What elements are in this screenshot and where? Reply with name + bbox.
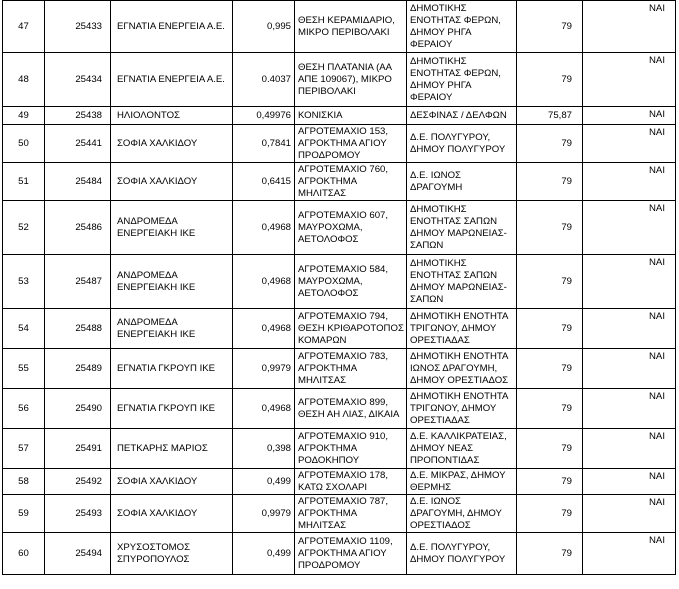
- code-cell: 25490: [45, 389, 111, 429]
- area-cell: [407, 255, 517, 309]
- area-cell-line: ΔΗΜΟΥ ΝΕΑΣ: [410, 442, 474, 454]
- location-cell-line: ΑΓΡΟΤΕΜΑΧΙΟ 899,: [298, 396, 389, 408]
- table-row: [3, 125, 676, 163]
- power-cell: 0,9979: [233, 349, 295, 389]
- table-row: [3, 309, 676, 349]
- location-cell-line: ΑΓΡΟΚΤΗΜΑ: [298, 442, 358, 454]
- code-cell: 25491: [45, 429, 111, 469]
- answer-cell: ΝΑΙ: [583, 125, 676, 163]
- location-cell: [295, 349, 407, 389]
- owner-name-cell-line: ΣΟΦΙΑ ΧΑΛΚΙΔΟΥ: [117, 507, 198, 519]
- table-row: [3, 495, 676, 533]
- area-cell-line: ΔΗΜΟΥ ΜΑΡΩΝΕΙΑΣ-: [410, 281, 507, 293]
- power-cell: 0,4968: [233, 309, 295, 349]
- document-page: [2, 0, 676, 575]
- location-cell-line: ΑΕΤΟΛΟΦΟΣ: [298, 287, 359, 299]
- licenses-table: [2, 0, 676, 575]
- location-cell-line: ΜΙΚΡΟ ΠΕΡΙΒΟΛΑΚΙ: [298, 26, 390, 38]
- code-cell: 25433: [45, 1, 111, 53]
- value-cell: 79: [517, 201, 583, 255]
- area-cell-line: ΔΕΣΦΙΝΑΣ / ΔΕΛΦΩΝ: [410, 109, 507, 121]
- location-cell-line: ΜΗΛΙΤΣΑΣ: [298, 374, 347, 386]
- location-cell-line: ΑΓΡΟΤΕΜΑΧΙΟ 910,: [298, 430, 389, 442]
- location-cell-line: ΑΓΡΟΚΤΗΜΑ: [298, 507, 358, 519]
- location-cell-line: ΘΕΣΗ ΚΕΡΑΜΙΔΑΡΙΟ,: [298, 14, 395, 26]
- answer-cell: ΝΑΙ: [583, 1, 676, 53]
- table-row: [3, 533, 676, 575]
- answer-cell: ΝΑΙ: [583, 163, 676, 201]
- area-cell: [407, 533, 517, 575]
- area-cell-line: ΕΝΟΤΗΤΑΣ ΣΑΠΩΝ: [410, 269, 498, 281]
- area-cell-line: ΣΑΠΩΝ: [410, 293, 444, 305]
- owner-name-cell-line: ΧΡΥΣΟΣΤΟΜΟΣ: [117, 541, 191, 553]
- location-cell: [295, 163, 407, 201]
- location-cell: [295, 495, 407, 533]
- location-cell-line: ΑΓΡΟΤΕΜΑΧΙΟ 760,: [298, 163, 389, 175]
- owner-name-cell: [111, 469, 233, 495]
- answer-cell: ΝΑΙ: [583, 255, 676, 309]
- row-number-cell: 48: [3, 53, 45, 107]
- owner-name-cell: [111, 495, 233, 533]
- value-cell: 79: [517, 469, 583, 495]
- location-cell-line: ΑΓΡΟΤΕΜΑΧΙΟ 584,: [298, 263, 389, 275]
- area-cell-line: ΔΗΜΟΥ ΟΡΕΣΤΙΑΔΟΣ: [410, 374, 509, 386]
- power-cell: 0,499: [233, 533, 295, 575]
- power-cell: 0,9979: [233, 495, 295, 533]
- row-number-cell: 56: [3, 389, 45, 429]
- owner-name-cell-line: ΕΓΝΑΤΙΑ ΕΝΕΡΓΕΙΑ Α.Ε.: [117, 73, 225, 85]
- area-cell-line: ΔΗΜΟΥ ΠΟΛΥΓΥΡΟΥ: [410, 553, 506, 565]
- area-cell-line: ΔΗΜΟΤΙΚΗΣ: [410, 257, 467, 269]
- location-cell-line: ΜΑΥΡΟΧΩΜΑ,: [298, 275, 363, 287]
- area-cell-line: ΔΗΜΟΤΙΚΗ ΕΝΟΤΗΤΑ: [410, 390, 509, 402]
- area-cell-line: ΟΡΕΣΤΙΑΔΑΣ: [410, 334, 470, 346]
- location-cell-line: ΑΓΡΟΚΤΗΜΑ ΑΓΙΟΥ: [298, 137, 387, 149]
- area-cell-line: ΕΝΟΤΗΤΑΣ ΦΕΡΩΝ,: [410, 14, 501, 26]
- row-number-cell: 51: [3, 163, 45, 201]
- power-cell: 0.4037: [233, 53, 295, 107]
- area-cell-line: ΤΡΙΓΩΝΟΥ, ΔΗΜΟΥ: [410, 402, 497, 414]
- owner-name-cell-line: ΗΛΙΟΛΟΝΤΟΣ: [117, 109, 180, 121]
- row-number-cell: 53: [3, 255, 45, 309]
- location-cell-line: ΚΟΜΑΡΩΝ: [298, 334, 347, 346]
- area-cell-line: ΔΗΜΟΤΙΚΗΣ: [410, 203, 467, 215]
- value-cell: 79: [517, 53, 583, 107]
- table-row: [3, 255, 676, 309]
- area-cell-line: ΘΕΡΜΗΣ: [410, 481, 452, 493]
- table-row: [3, 163, 676, 201]
- owner-name-cell: [111, 309, 233, 349]
- location-cell: [295, 533, 407, 575]
- answer-cell: ΝΑΙ: [583, 107, 676, 125]
- location-cell-line: ΑΠΕ 109067), ΜΙΚΡΟ: [298, 73, 392, 85]
- location-cell-line: ΘΕΣΗ ΑΗ ΛΙΑΣ, ΔΙΚΑΙΑ: [298, 408, 400, 420]
- owner-name-cell-line: ΣΟΦΙΑ ΧΑΛΚΙΔΟΥ: [117, 475, 198, 487]
- location-cell-line: ΡΟΔΟΚΗΠΟΥ: [298, 454, 360, 466]
- area-cell-line: Δ.Ε. ΠΟΛΥΓΥΡΟΥ,: [410, 131, 491, 143]
- table-row: [3, 53, 676, 107]
- location-cell: [295, 469, 407, 495]
- power-cell: 0,49976: [233, 107, 295, 125]
- owner-name-cell-line: ΣΟΦΙΑ ΧΑΛΚΙΔΟΥ: [117, 137, 198, 149]
- location-cell-line: ΑΓΡΟΤΕΜΑΧΙΟ 794,: [298, 310, 389, 322]
- area-cell-line: ΔΗΜΟΥ ΠΟΛΥΓΥΡΟΥ: [410, 143, 506, 155]
- owner-name-cell-line: ΕΝΕΡΓΕΙΑΚΗ ΙΚΕ: [117, 281, 196, 293]
- area-cell-line: ΔΗΜΟΤΙΚΗΣ: [410, 2, 467, 14]
- area-cell-line: ΣΑΠΩΝ: [410, 239, 444, 251]
- value-cell: 79: [517, 349, 583, 389]
- row-number-cell: 58: [3, 469, 45, 495]
- area-cell-line: ΔΗΜΟΥ ΡΗΓΑ: [410, 26, 472, 38]
- owner-name-cell-line: ΑΝΔΡΟΜΕΔΑ: [117, 215, 178, 227]
- owner-name-cell-line: ΕΓΝΑΤΙΑ ΓΚΡΟΥΠ ΙΚΕ: [117, 402, 216, 414]
- location-cell-line: ΚΑΤΩ ΣΧΟΛΑΡΙ: [298, 481, 368, 493]
- answer-cell: ΝΑΙ: [583, 429, 676, 469]
- power-cell: 0,398: [233, 429, 295, 469]
- location-cell-line: ΑΓΡΟΚΤΗΜΑ ΑΓΙΟΥ: [298, 547, 387, 559]
- owner-name-cell: [111, 349, 233, 389]
- location-cell-line: ΜΗΛΙΤΣΑΣ: [298, 187, 347, 199]
- code-cell: 25441: [45, 125, 111, 163]
- owner-name-cell-line: ΠΕΤΚΑΡΗΣ ΜΑΡΙΟΣ: [117, 442, 208, 454]
- owner-name-cell: [111, 533, 233, 575]
- location-cell-line: ΚΟΝΙΣΚΙΑ: [298, 109, 343, 121]
- location-cell-line: ΑΓΡΟΤΕΜΑΧΙΟ 1109,: [298, 535, 393, 547]
- area-cell-line: Δ.Ε. ΜΙΚΡΑΣ, ΔΗΜΟΥ: [410, 469, 506, 481]
- answer-cell: ΝΑΙ: [583, 201, 676, 255]
- answer-cell: ΝΑΙ: [583, 349, 676, 389]
- area-cell: [407, 495, 517, 533]
- area-cell: [407, 349, 517, 389]
- power-cell: 0,6415: [233, 163, 295, 201]
- location-cell: [295, 53, 407, 107]
- area-cell-line: ΔΗΜΟΥ ΡΗΓΑ: [410, 79, 472, 91]
- area-cell: [407, 201, 517, 255]
- location-cell: [295, 201, 407, 255]
- location-cell-line: ΠΡΟΔΡΟΜΟΥ: [298, 149, 361, 161]
- code-cell: 25493: [45, 495, 111, 533]
- row-number-cell: 49: [3, 107, 45, 125]
- code-cell: 25489: [45, 349, 111, 389]
- area-cell-line: ΕΝΟΤΗΤΑΣ ΦΕΡΩΝ,: [410, 67, 501, 79]
- area-cell-line: ΔΡΑΓΟΥΜΗ, ΔΗΜΟΥ: [410, 507, 502, 519]
- area-cell: [407, 429, 517, 469]
- location-cell-line: ΑΓΡΟΤΕΜΑΧΙΟ 153,: [298, 125, 389, 137]
- owner-name-cell: [111, 201, 233, 255]
- row-number-cell: 55: [3, 349, 45, 389]
- area-cell: [407, 53, 517, 107]
- table-row: [3, 107, 676, 125]
- area-cell-line: ΦΕΡΑΙΟΥ: [410, 38, 453, 50]
- value-cell: 79: [517, 163, 583, 201]
- location-cell-line: ΠΕΡΙΒΟΛΑΚΙ: [298, 85, 356, 97]
- row-number-cell: 60: [3, 533, 45, 575]
- area-cell: [407, 163, 517, 201]
- location-cell-line: ΑΓΡΟΤΕΜΑΧΙΟ 607,: [298, 209, 389, 221]
- table-body: [3, 1, 676, 575]
- area-cell-line: Δ.Ε. ΙΩΝΟΣ: [410, 495, 461, 507]
- value-cell: 79: [517, 429, 583, 469]
- power-cell: 0,4968: [233, 255, 295, 309]
- location-cell-line: ΜΑΥΡΟΧΩΜΑ,: [298, 221, 363, 233]
- owner-name-cell-line: ΕΝΕΡΓΕΙΑΚΗ ΙΚΕ: [117, 328, 196, 340]
- owner-name-cell: [111, 53, 233, 107]
- row-number-cell: 47: [3, 1, 45, 53]
- location-cell: [295, 429, 407, 469]
- area-cell-line: ΟΡΕΣΤΙΑΔΑΣ: [410, 414, 470, 426]
- location-cell-line: ΑΓΡΟΚΤΗΜΑ: [298, 362, 358, 374]
- table-row: [3, 349, 676, 389]
- table-row: [3, 201, 676, 255]
- location-cell-line: ΑΓΡΟΚΤΗΜΑ: [298, 175, 358, 187]
- code-cell: 25438: [45, 107, 111, 125]
- location-cell: [295, 1, 407, 53]
- value-cell: 79: [517, 125, 583, 163]
- area-cell: [407, 309, 517, 349]
- value-cell: 79: [517, 1, 583, 53]
- area-cell-line: ΔΗΜΟΤΙΚΗ ΕΝΟΤΗΤΑ: [410, 350, 509, 362]
- area-cell-line: Δ.Ε. ΙΩΝΟΣ: [410, 169, 461, 181]
- value-cell: 75,87: [517, 107, 583, 125]
- area-cell-line: ΔΡΑΓΟΥΜΗ: [410, 181, 463, 193]
- area-cell: [407, 389, 517, 429]
- answer-cell: ΝΑΙ: [583, 53, 676, 107]
- owner-name-cell-line: ΕΓΝΑΤΙΑ ΓΚΡΟΥΠ ΙΚΕ: [117, 362, 216, 374]
- location-cell: [295, 309, 407, 349]
- owner-name-cell: [111, 255, 233, 309]
- location-cell-line: ΑΓΡΟΤΕΜΑΧΙΟ 178,: [298, 469, 389, 481]
- value-cell: 79: [517, 255, 583, 309]
- location-cell-line: ΑΕΤΟΛΟΦΟΣ: [298, 233, 359, 245]
- owner-name-cell: [111, 1, 233, 53]
- area-cell-line: ΤΡΙΓΩΝΟΥ, ΔΗΜΟΥ: [410, 322, 497, 334]
- location-cell-line: ΜΗΛΙΤΣΑΣ: [298, 519, 347, 531]
- location-cell: [295, 389, 407, 429]
- answer-cell: ΝΑΙ: [583, 469, 676, 495]
- answer-cell: ΝΑΙ: [583, 495, 676, 533]
- area-cell-line: ΔΗΜΟΤΙΚΗΣ: [410, 55, 467, 67]
- table-row: [3, 429, 676, 469]
- code-cell: 25434: [45, 53, 111, 107]
- value-cell: 79: [517, 309, 583, 349]
- row-number-cell: 57: [3, 429, 45, 469]
- power-cell: 0,499: [233, 469, 295, 495]
- owner-name-cell-line: ΣΠΥΡΟΠΟΥΛΟΣ: [117, 553, 190, 565]
- table-row: [3, 1, 676, 53]
- power-cell: 0,4968: [233, 389, 295, 429]
- owner-name-cell-line: ΕΝΕΡΓΕΙΑΚΗ ΙΚΕ: [117, 227, 196, 239]
- table-row: [3, 389, 676, 429]
- answer-cell: ΝΑΙ: [583, 533, 676, 575]
- value-cell: 79: [517, 495, 583, 533]
- location-cell: [295, 125, 407, 163]
- area-cell-line: ΕΝΟΤΗΤΑΣ ΣΑΠΩΝ: [410, 215, 498, 227]
- power-cell: 0,995: [233, 1, 295, 53]
- code-cell: 25486: [45, 201, 111, 255]
- row-number-cell: 50: [3, 125, 45, 163]
- area-cell: [407, 469, 517, 495]
- area-cell-line: ΟΡΕΣΤΙΑΔΟΣ: [410, 519, 471, 531]
- owner-name-cell-line: ΑΝΔΡΟΜΕΔΑ: [117, 316, 178, 328]
- code-cell: 25492: [45, 469, 111, 495]
- owner-name-cell: [111, 429, 233, 469]
- answer-cell: ΝΑΙ: [583, 389, 676, 429]
- row-number-cell: 54: [3, 309, 45, 349]
- location-cell-line: ΑΓΡΟΤΕΜΑΧΙΟ 783,: [298, 350, 389, 362]
- location-cell-line: ΑΓΡΟΤΕΜΑΧΙΟ 787,: [298, 495, 389, 507]
- area-cell-line: ΔΗΜΟΥ ΜΑΡΩΝΕΙΑΣ-: [410, 227, 507, 239]
- owner-name-cell-line: ΕΓΝΑΤΙΑ ΕΝΕΡΓΕΙΑ Α.Ε.: [117, 20, 225, 32]
- area-cell-line: Δ.Ε. ΠΟΛΥΓΥΡΟΥ,: [410, 541, 491, 553]
- location-cell: [295, 107, 407, 125]
- area-cell: [407, 125, 517, 163]
- owner-name-cell-line: ΑΝΔΡΟΜΕΔΑ: [117, 269, 178, 281]
- area-cell-line: Δ.Ε. ΚΑΛΛΙΚΡΑΤΕΙΑΣ,: [410, 430, 507, 442]
- area-cell: [407, 107, 517, 125]
- location-cell-line: ΠΡΟΔΡΟΜΟΥ: [298, 559, 361, 571]
- answer-cell: ΝΑΙ: [583, 309, 676, 349]
- code-cell: 25494: [45, 533, 111, 575]
- area-cell: [407, 1, 517, 53]
- owner-name-cell: [111, 125, 233, 163]
- value-cell: 79: [517, 533, 583, 575]
- location-cell-line: ΘΕΣΗ ΚΡΙΘΑΡΟΤΟΠΟΣ: [298, 322, 404, 334]
- table-row: [3, 469, 676, 495]
- row-number-cell: 52: [3, 201, 45, 255]
- power-cell: 0,4968: [233, 201, 295, 255]
- row-number-cell: 59: [3, 495, 45, 533]
- area-cell-line: ΠΡΟΠΟΝΤΙΔΑΣ: [410, 454, 480, 466]
- value-cell: 79: [517, 389, 583, 429]
- owner-name-cell: [111, 389, 233, 429]
- location-cell-line: ΘΕΣΗ ΠΛΑΤΑΝΙΑ (ΑΑ: [298, 61, 393, 73]
- code-cell: 25488: [45, 309, 111, 349]
- code-cell: 25484: [45, 163, 111, 201]
- area-cell-line: ΦΕΡΑΙΟΥ: [410, 91, 453, 103]
- owner-name-cell: [111, 107, 233, 125]
- owner-name-cell: [111, 163, 233, 201]
- code-cell: 25487: [45, 255, 111, 309]
- location-cell: [295, 255, 407, 309]
- power-cell: 0,7841: [233, 125, 295, 163]
- area-cell-line: ΔΗΜΟΤΙΚΗ ΕΝΟΤΗΤΑ: [410, 310, 509, 322]
- area-cell-line: ΙΩΝΟΣ ΔΡΑΓΟΥΜΗ,: [410, 362, 498, 374]
- owner-name-cell-line: ΣΟΦΙΑ ΧΑΛΚΙΔΟΥ: [117, 175, 198, 187]
